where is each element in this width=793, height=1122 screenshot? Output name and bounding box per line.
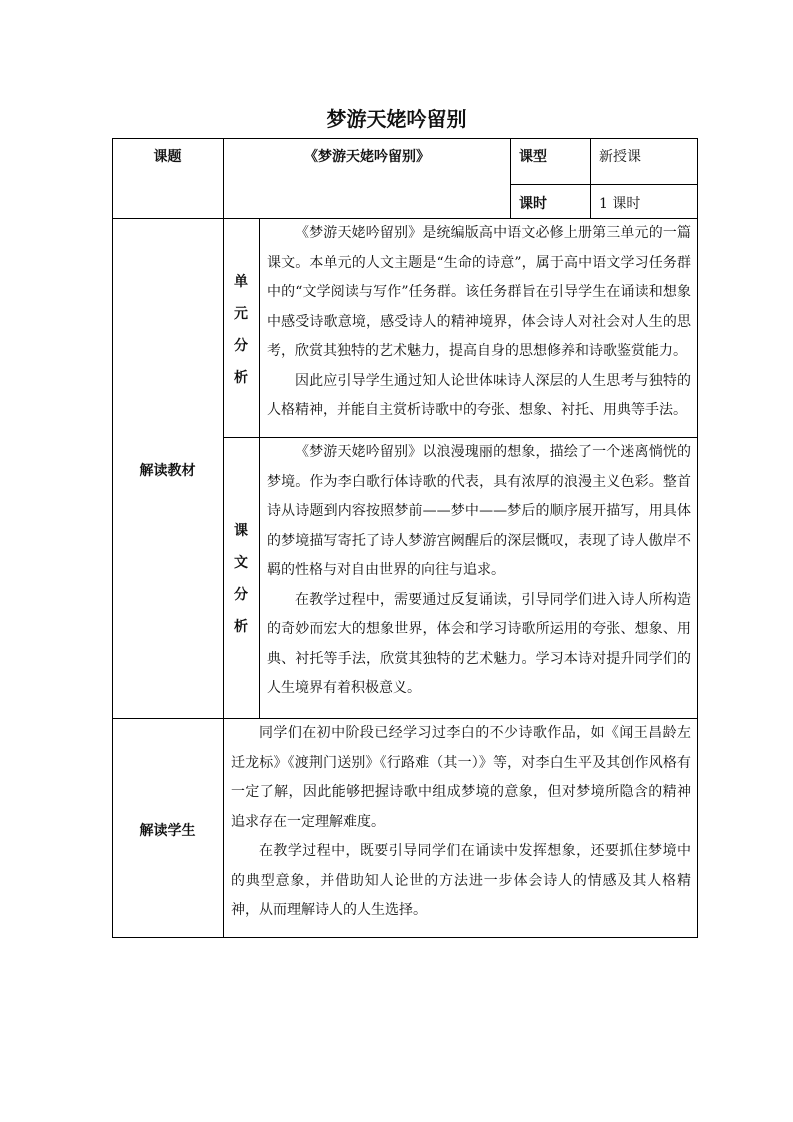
paragraph: 《梦游天姥吟留别》以浪漫瑰丽的想象，描绘了一个迷离惝恍的梦境。作为李白歌行体诗歌的代表，具有浓厚的浪漫主义色彩。整首诗从诗题到内容按照梦前——梦中——梦后的顺序展开描写，用具体的梦境描写寄托了诗人梦游宫阙醒后的深层慨叹，表现了诗人傲岸不羁的性格与对自由世界的向往与追求。	[267, 444, 691, 578]
topic-label: 课题	[153, 149, 182, 165]
textbook-label: 解读教材	[139, 463, 196, 479]
type-value: 新授课	[599, 149, 641, 165]
document-title: 梦游天姥吟留别	[326, 107, 467, 131]
students-text	[231, 719, 691, 926]
hours-value: 1 课时	[599, 196, 641, 212]
lesson-analysis-text	[267, 438, 691, 704]
label-char: 元	[234, 306, 248, 322]
label-char: 析	[234, 370, 248, 386]
unit-analysis-text	[267, 219, 691, 426]
paragraph: 在教学过程中，需要通过反复诵读，引导同学们进入诗人所构造的奇妙而宏大的想象世界，体会和学习诗歌所运用的夸张、想象、用典、衬托等手法，欣赏其独特的艺术魅力。学习本诗对提升同学们的人生境界有着积极意义。	[267, 591, 691, 696]
type-label: 课型	[519, 149, 547, 165]
paragraph: 同学们在初中阶段已经学习过李白的不少诗歌作品，如《闻王昌龄左迁龙标》《渡荆门送别》《行路难（其一）》等，对李白生平及其创作风格有一定了解，因此能够把握诗歌中组成梦境的意象，但对梦境所隐含的精神追求存在一定理解难度。	[231, 725, 691, 830]
unit-analysis-label	[231, 266, 251, 394]
label-char: 课	[234, 523, 248, 539]
topic-value: 《梦游天姥吟留别》	[304, 149, 430, 165]
label-char: 文	[234, 555, 248, 571]
label-char: 分	[234, 338, 248, 354]
paragraph: 《梦游天姥吟留别》是统编版高中语文必修上册第三单元的一篇课文。本单元的人文主题是“生命的诗意”，属于高中语文学习任务群中的“文学阅读与写作”任务群。该任务群旨在引导学生在诵读和想象中感受诗歌意境，感受诗人的精神境界，体会诗人对社会对人生的思考，欣赏其独特的艺术魅力，提高自身的思想修养和诗歌鉴赏能力。	[267, 225, 691, 359]
label-char: 析	[234, 619, 248, 635]
lesson-analysis-label	[231, 515, 251, 643]
hours-label: 课时	[519, 196, 547, 212]
paragraph: 因此应引导学生通过知人论世体味诗人深层的人生思考与独特的人格精神，并能自主赏析诗歌中的夸张、想象、衬托、用典等手法。	[267, 372, 691, 418]
label-char: 单	[234, 274, 248, 290]
students-label: 解读学生	[139, 823, 196, 839]
paragraph: 在教学过程中，既要引导同学们在诵读中发挥想象，还要抓住梦境中的典型意象，并借助知人论世的方法进一步体会诗人的情感及其人格精神，从而理解诗人的人生选择。	[231, 843, 691, 918]
label-char: 分	[234, 587, 248, 603]
